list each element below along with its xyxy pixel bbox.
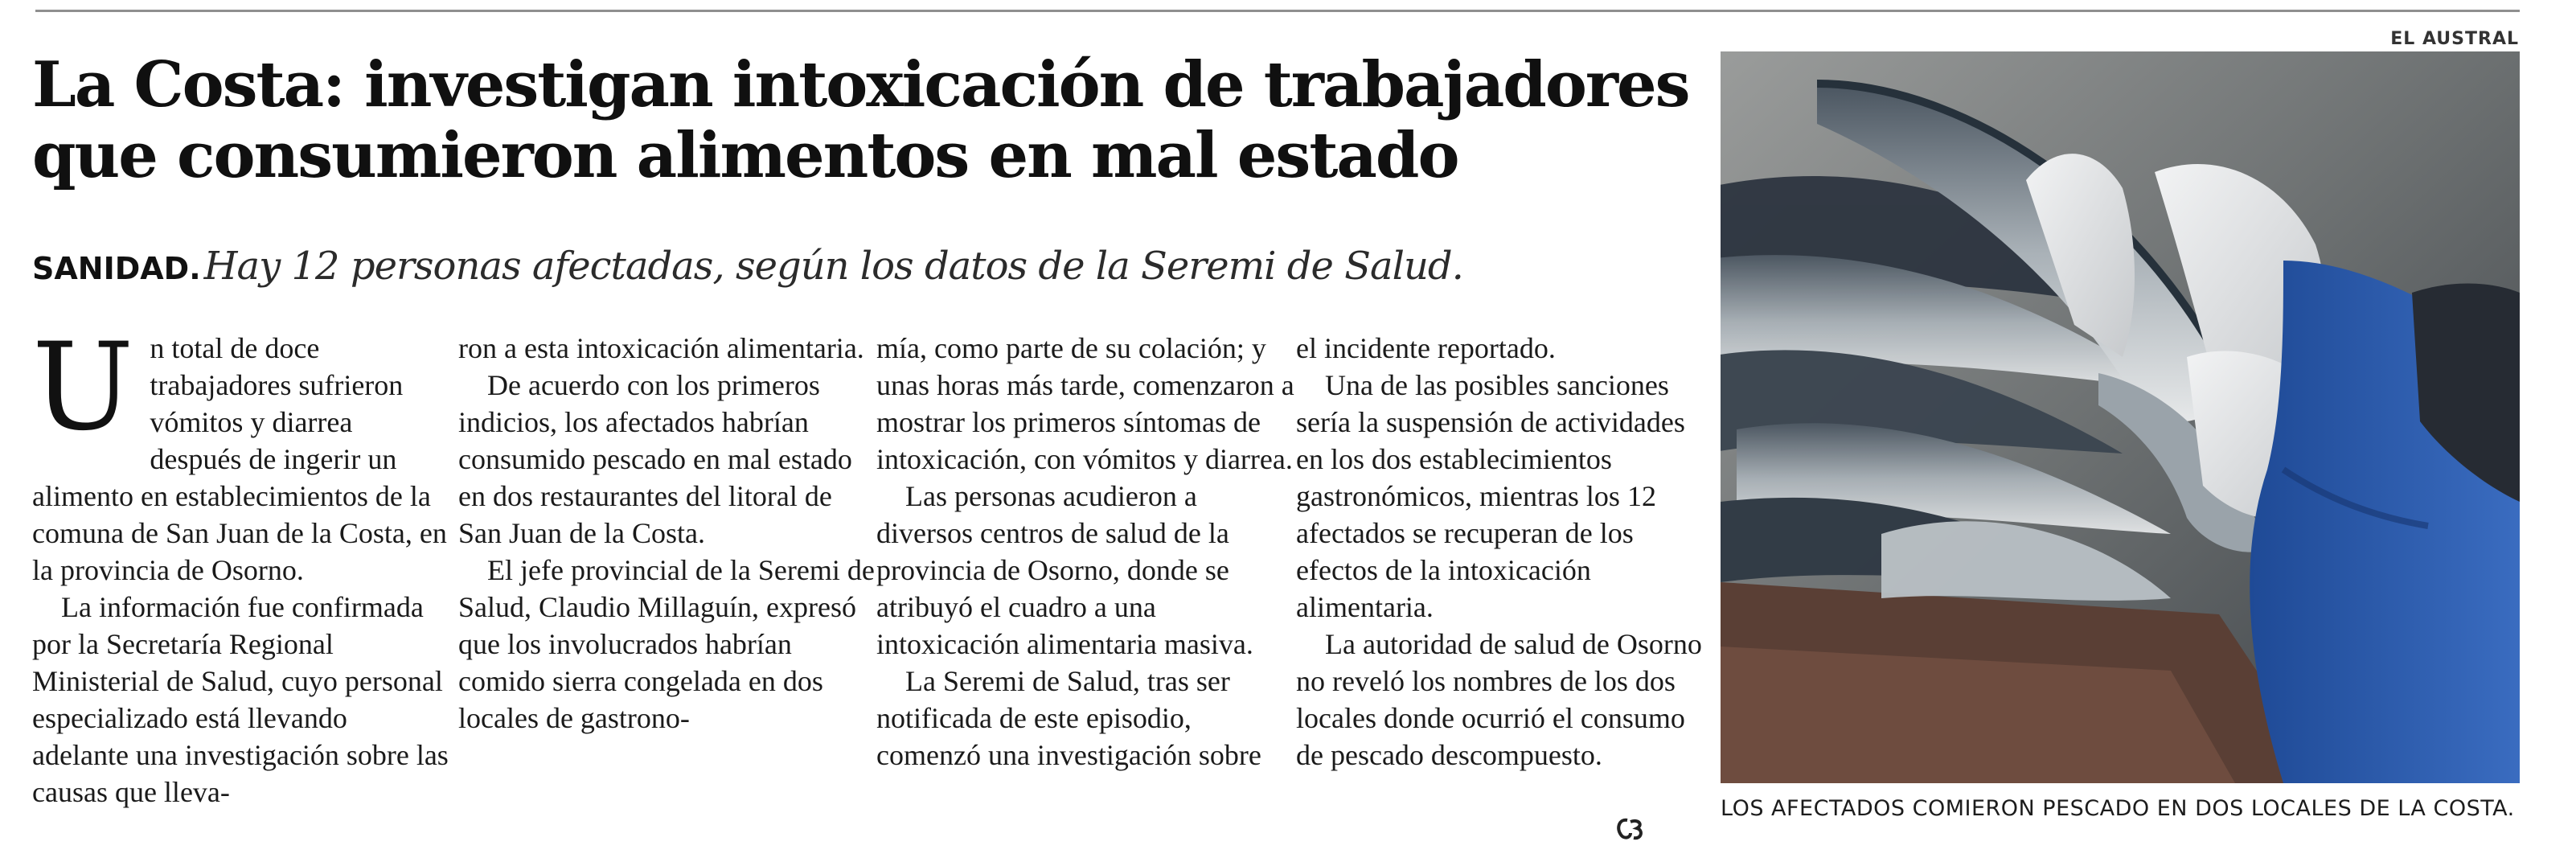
paragraph: Las personas acudieron a diversos centros de salud de la provincia de Osorno, donde se atribuyó el cuadro a una intoxicación alimentaria masiva.: [876, 480, 1253, 660]
drop-cap: U: [32, 318, 134, 458]
photo-caption: LOS AFECTADOS COMIERON PESCADO EN DOS LOCALES DE LA COSTA.: [1721, 796, 2515, 821]
top-rule: [35, 10, 2520, 12]
section-kicker: SANIDAD.: [32, 251, 201, 286]
paragraph: mía, como parte de su colación; y unas horas más tarde, comenzaron a mostrar los primeros síntomas de intoxicación, con vómitos y diarrea.: [876, 332, 1294, 475]
headline-line-1: La Costa: investigan intoxicación de trabajadores: [32, 48, 1689, 121]
paragraph: De acuerdo con los primeros indicios, los afectados habrían consumido pescado en mal estado en dos restaurantes del litoral de San Juan de la Costa.: [458, 369, 852, 549]
body-column-3: [876, 330, 1294, 774]
paragraph: La información fue confirmada por la Secretaría Regional Ministerial de Salud, cuyo personal especializado está llevando adelante una investigación sobre las causas que lleva-: [32, 591, 449, 808]
paragraph: La autoridad de salud de Osorno no reveló los nombres de los dos locales donde ocurrió el consumo de pescado descompuesto.: [1296, 628, 1702, 771]
paragraph-text: n total de doce trabajadores sufrieron vómitos y diarrea después de ingerir un alimento en establecimientos de la comuna de San Juan de la Costa, en la provincia de Osorno.: [32, 332, 447, 586]
headline-line-2: que consumieron alimentos en mal estado: [32, 119, 1458, 192]
end-of-article-icon: [1614, 815, 1645, 843]
headline: [32, 48, 1689, 192]
paragraph: [32, 318, 450, 589]
body-column-1: [32, 318, 450, 811]
deck: [32, 241, 1664, 291]
news-photo: [1721, 51, 2520, 783]
paragraph: el incidente reportado.: [1296, 332, 1556, 364]
paragraph: El jefe provincial de la Seremi de Salud, Claudio Millaguín, expresó que los involucrados habrían comido sierra congelada en dos locales de gastrono-: [458, 554, 875, 734]
body-column-4: [1296, 330, 1714, 774]
paragraph: Una de las posibles sanciones sería la suspensión de actividades en los dos establecimientos gastronómicos, mientras los 12 afectados se recuperan de los efectos de la intoxicación alimentaria.: [1296, 369, 1685, 623]
body-column-2: [458, 330, 876, 737]
subheadline: Hay 12 personas afectadas, según los datos de la Seremi de Salud.: [203, 244, 1463, 289]
fish-photo-illustration: [1721, 51, 2520, 783]
photo-credit: EL AUSTRAL: [2390, 29, 2519, 49]
paragraph: La Seremi de Salud, tras ser notificada de este episodio, comenzó una investigación sobre: [876, 665, 1261, 771]
paragraph: ron a esta intoxicación alimentaria.: [458, 332, 864, 364]
